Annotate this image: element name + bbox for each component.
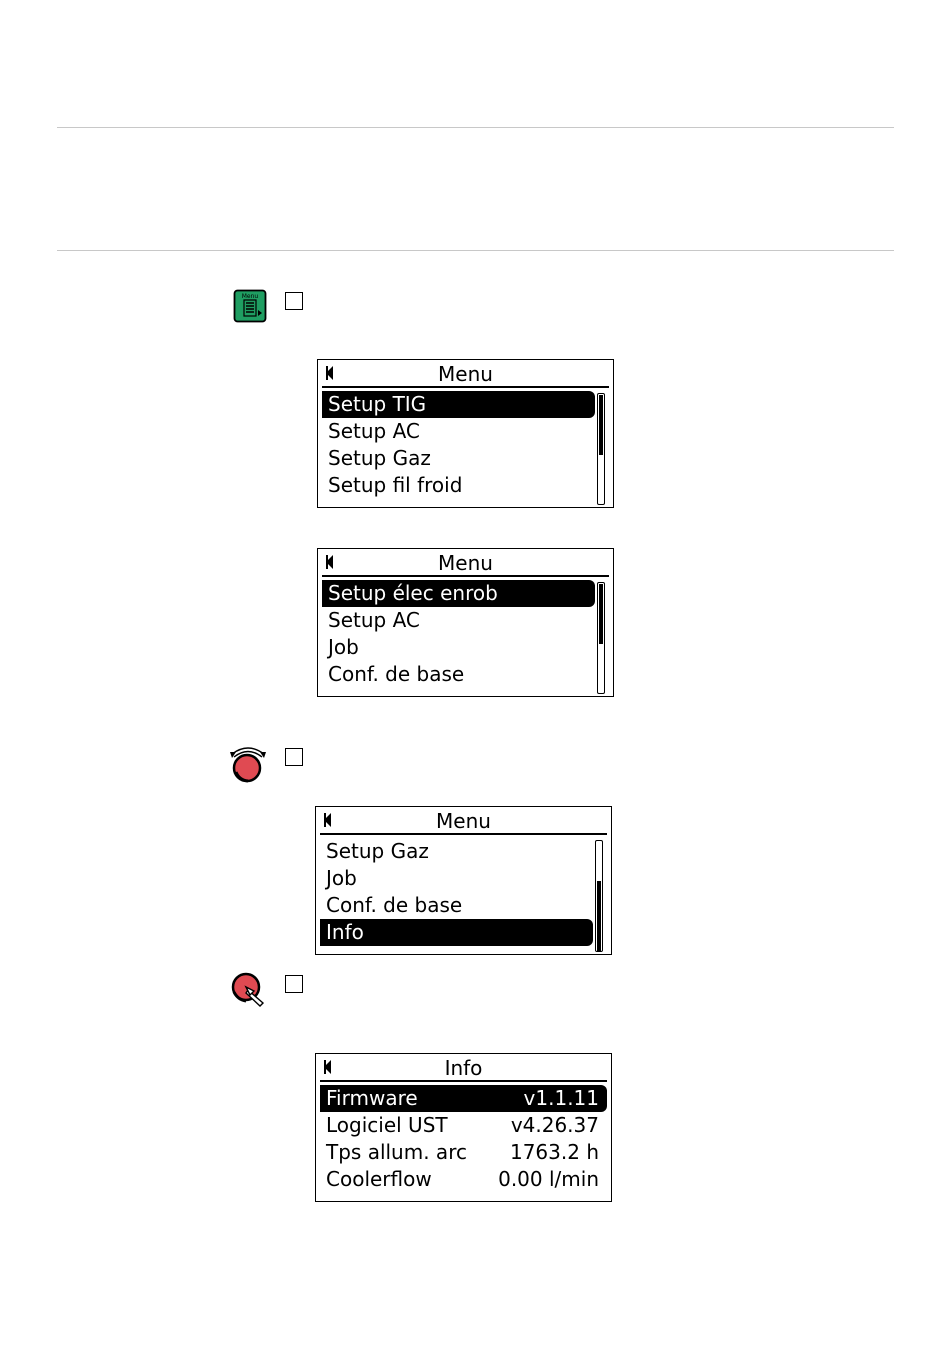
screen-title: Info (444, 1056, 483, 1080)
menu-item-conf-de-base[interactable]: Conf. de base (328, 662, 465, 686)
menu-item-setup-elec-enrob[interactable]: Setup élec enrob (322, 580, 595, 607)
info-row-logiciel-ust[interactable] (320, 1112, 607, 1139)
screen-title: Menu (438, 551, 493, 575)
step-checkbox-2[interactable] (285, 748, 303, 766)
menu-item-setup-gaz[interactable]: Setup Gaz (326, 839, 429, 863)
menu-item-job[interactable]: Job (326, 866, 357, 890)
info-row-arc-time[interactable] (320, 1139, 607, 1166)
scrollbar[interactable] (597, 393, 605, 505)
info-row-coolerflow[interactable] (320, 1166, 607, 1193)
scrollbar-thumb[interactable] (599, 395, 603, 455)
menu-screen-1 (317, 359, 614, 508)
screen-title: Menu (436, 809, 491, 833)
title-divider (322, 386, 609, 388)
step-checkbox-3[interactable] (285, 975, 303, 993)
menu-item-conf-de-base[interactable]: Conf. de base (326, 893, 463, 917)
menu-item-job[interactable]: Job (328, 635, 359, 659)
info-label: Firmware (326, 1086, 418, 1110)
menu-item-setup-ac[interactable]: Setup AC (328, 608, 420, 632)
scrollbar-thumb[interactable] (597, 881, 601, 951)
menu-button-label: Menu (241, 293, 259, 300)
menu-item-setup-tig[interactable]: Setup TIG (322, 391, 595, 418)
top-rule (57, 127, 894, 128)
title-divider (320, 1080, 607, 1082)
scrollbar-thumb[interactable] (599, 584, 603, 644)
info-value: 0.00 l/min (498, 1167, 599, 1191)
info-row-firmware[interactable] (320, 1085, 607, 1112)
turn-knob-icon (226, 742, 270, 784)
screen-title: Menu (438, 362, 493, 386)
info-label: Tps allum. arc (326, 1140, 467, 1164)
info-screen (315, 1053, 612, 1202)
menu-item-setup-ac[interactable]: Setup AC (328, 419, 420, 443)
scrollbar[interactable] (597, 582, 605, 694)
title-divider (322, 575, 609, 577)
section-rule (57, 250, 894, 251)
menu-item-setup-gaz[interactable]: Setup Gaz (328, 446, 431, 470)
menu-screen-2 (317, 548, 614, 697)
info-value: v4.26.37 (510, 1113, 599, 1137)
menu-item-info[interactable]: Info (320, 919, 593, 946)
title-divider (320, 833, 607, 835)
menu-screen-3 (315, 806, 612, 955)
info-label: Coolerflow (326, 1167, 432, 1191)
menu-item-setup-fil-froid[interactable]: Setup fil froid (328, 473, 463, 497)
info-label: Logiciel UST (326, 1113, 448, 1137)
scrollbar[interactable] (595, 840, 603, 952)
step-checkbox-1[interactable] (285, 292, 303, 310)
menu-button-icon (233, 289, 267, 323)
press-knob-icon (229, 970, 269, 1008)
info-value: 1763.2 h (509, 1140, 599, 1164)
info-value: v1.1.11 (523, 1086, 599, 1110)
